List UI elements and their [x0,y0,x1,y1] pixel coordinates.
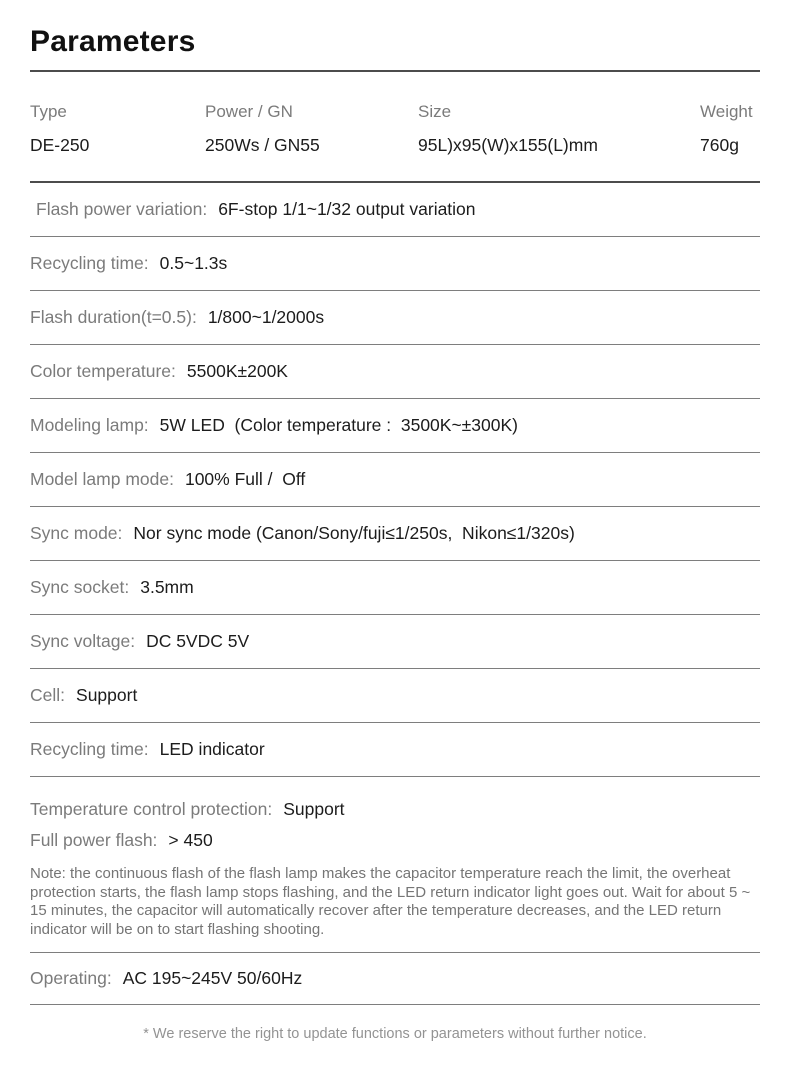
spec-row-flash-duration [30,291,760,345]
summary-header-weight: Weight [700,102,753,121]
protection-block [30,777,760,953]
spec-list [30,183,760,777]
spec-value: > 450 [168,830,213,850]
spec-row-modeling-lamp [30,399,760,453]
summary-header-size: Size [418,102,452,121]
spec-row-temperature-protection [30,794,760,825]
spec-label: Modeling lamp: [30,415,149,435]
spec-row-recycling-time [30,237,760,291]
summary-header-type: Type [30,102,67,121]
spec-label: Sync voltage: [30,631,136,651]
summary-table [30,72,760,183]
spec-row-full-power-flash [30,825,760,856]
spec-row-color-temperature [30,345,760,399]
spec-label: Operating: [30,968,112,988]
spec-value: Nor sync mode (Canon/Sony/fuji≤1/250s, Nikon≤1/320s) [133,523,575,543]
summary-value-type: DE-250 [30,135,90,155]
summary-header-power: Power / GN [205,102,293,121]
spec-value: Support [283,799,345,819]
summary-value-size: 95L)x95(W)x155(L)mm [418,135,598,155]
overheat-note: Note: the continuous flash of the flash lamp makes the capacitor temperature reach the limit, the overheat protection starts, the flash lamp stops flashing, and the LED return indicator light goes out. Wait for about 5 ~ 15 minutes, the capacitor will automatically recover after the temperature decreases, and the LED return indicator will be on to start flashing shooting. [30,865,751,938]
spec-label: Sync socket: [30,577,130,597]
spec-label: Recycling time: [30,253,149,273]
spec-row-operating [30,953,760,1005]
spec-row-flash-power-variation [30,183,760,237]
spec-label: Cell: [30,685,66,705]
spec-value: DC 5VDC 5V [146,631,250,651]
spec-label: Recycling time: [30,739,149,759]
page-title: Parameters [30,25,196,58]
spec-row-sync-voltage [30,615,760,669]
spec-row-sync-socket [30,561,760,615]
spec-value: 100% Full / Off [184,469,306,489]
spec-label: Full power flash: [30,830,158,850]
spec-value: 6F-stop 1/1~1/32 output variation [218,199,476,219]
spec-value: AC 195~245V 50/60Hz [122,968,303,988]
spec-value: LED indicator [159,739,265,759]
spec-label: Sync mode: [30,523,123,543]
title-section [30,0,760,72]
footer-disclaimer: * We reserve the right to update functions or parameters without further notice. [143,1026,647,1042]
spec-value: 5W LED (Color temperature : 3500K~±300K) [159,415,518,435]
spec-value: 1/800~1/2000s [207,307,325,327]
spec-label: Temperature control protection: [30,799,273,819]
spec-row-recycling-indicator [30,723,760,777]
spec-label: Model lamp mode: [30,469,174,489]
spec-row-sync-mode [30,507,760,561]
spec-value: 5500K±200K [186,361,288,381]
spec-value: Support [76,685,138,705]
summary-value-weight: 760g [700,135,739,155]
spec-row-model-lamp-mode [30,453,760,507]
spec-row-cell [30,669,760,723]
spec-label: Flash power variation: [36,199,208,219]
spec-label: Color temperature: [30,361,176,381]
summary-value-power: 250Ws / GN55 [205,135,320,155]
spec-value: 0.5~1.3s [159,253,228,273]
spec-value: 3.5mm [140,577,194,597]
spec-label: Flash duration(t=0.5): [30,307,197,327]
